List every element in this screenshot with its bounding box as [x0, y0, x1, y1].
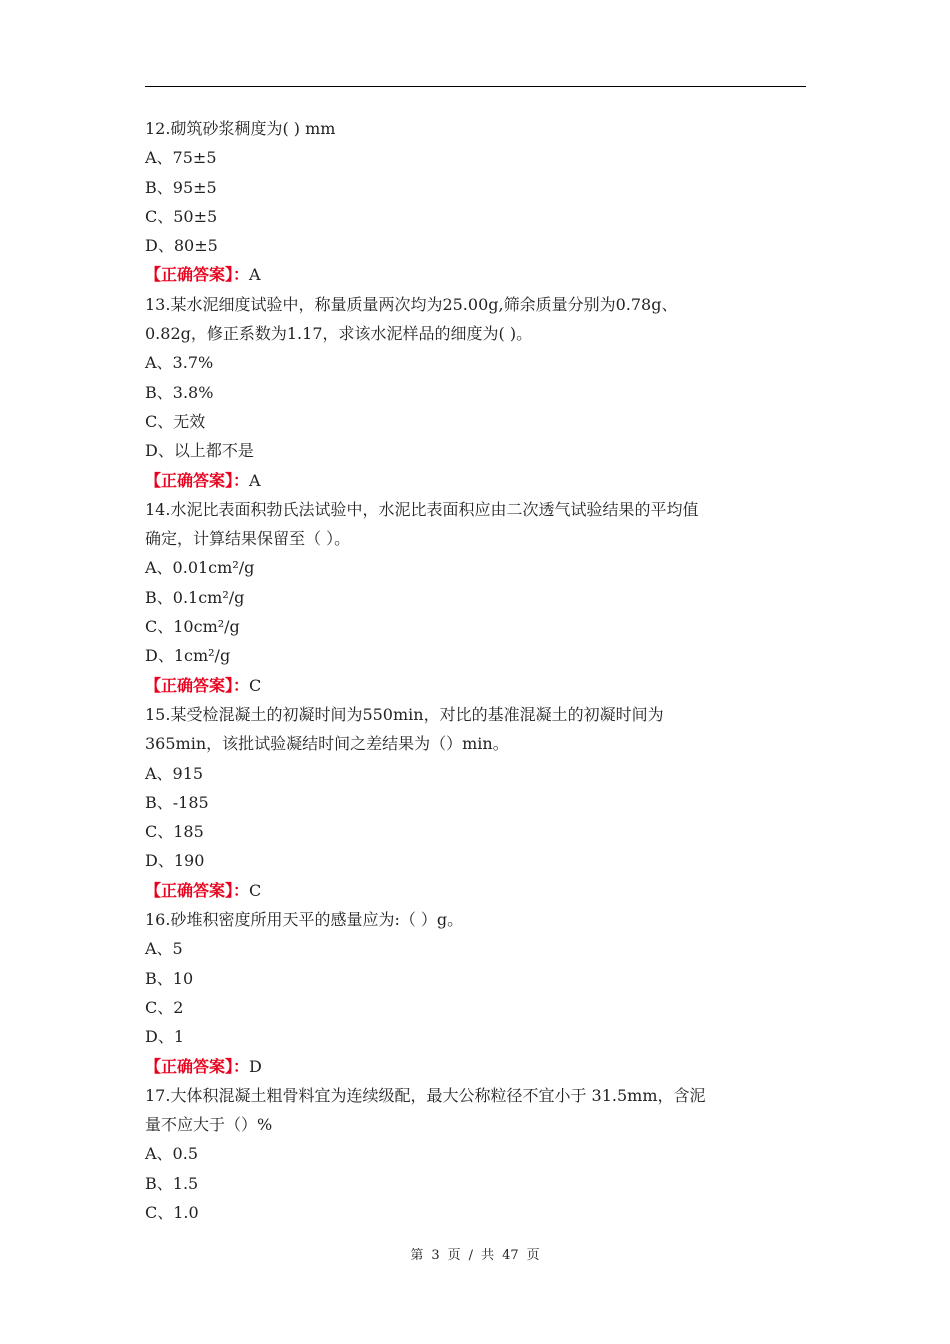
question-block: [145, 290, 810, 495]
header-rule: [145, 86, 806, 87]
answer-option: B、3.8%: [145, 382, 214, 402]
question-block: [145, 1081, 810, 1227]
correct-answer-value: C: [249, 675, 262, 695]
footer-total-pages: 47: [502, 1248, 519, 1263]
question-list: [145, 114, 810, 1227]
footer-page-unit: 页: [447, 1248, 461, 1263]
answer-option: C、无效: [145, 411, 206, 431]
answer-option: A、75±5: [145, 148, 217, 168]
question-stem-line: 0.82g，修正系数为1.17，求该水泥样品的细度为( )。: [145, 324, 533, 344]
answer-option: C、185: [145, 822, 204, 842]
answer-option: C、10cm²/g: [145, 617, 240, 637]
answer-option: B、0.1cm²/g: [145, 587, 245, 607]
answer-option: C、1.0: [145, 1202, 199, 1222]
footer-separator: /: [468, 1248, 474, 1263]
question-stem-line: 14.水泥比表面积勃氏法试验中，水泥比表面积应由二次透气试验结果的平均值: [145, 499, 699, 519]
correct-answer: [145, 466, 810, 495]
answer-option: D、1cm²/g: [145, 646, 231, 666]
answer-option: C、50±5: [145, 206, 218, 226]
question-stem-line: 12.砌筑砂浆稠度为( ) mm: [145, 119, 336, 138]
correct-answer-value: A: [249, 265, 261, 285]
correct-answer-value: D: [249, 1056, 262, 1076]
question-stem-line: 16.砂堆积密度所用天平的感量应为:（ ）g。: [145, 910, 464, 930]
footer-total-prefix: 共: [481, 1248, 495, 1263]
answer-option: B、1.5: [145, 1173, 199, 1193]
correct-answer-value: C: [249, 880, 262, 900]
question-stem-line: 365min，该批试验凝结时间之差结果为（）min。: [145, 734, 509, 754]
correct-answer-label: 【正确答案】：: [145, 675, 250, 695]
answer-option: A、915: [145, 763, 204, 783]
footer-prefix: 第: [410, 1248, 424, 1263]
correct-answer-label: 【正确答案】：: [145, 880, 250, 900]
question-stem-line: 量不应大于（）%: [145, 1115, 273, 1135]
question-block: [145, 700, 810, 905]
footer-page-number: 3: [431, 1248, 440, 1263]
question-stem-line: 确定，计算结果保留至（ ）。: [145, 529, 351, 549]
footer-total-unit: 页: [526, 1248, 540, 1263]
answer-option: A、5: [145, 939, 183, 959]
page-footer: [0, 1244, 950, 1263]
question-stem-line: 15.某受检混凝土的初凝时间为550min，对比的基准混凝土的初凝时间为: [145, 704, 664, 724]
question-block: [145, 905, 810, 1081]
correct-answer-value: A: [249, 470, 261, 490]
answer-option: D、以上都不是: [145, 441, 254, 461]
answer-option: A、0.01cm²/g: [145, 558, 255, 578]
answer-option: B、95±5: [145, 177, 217, 197]
answer-option: D、1: [145, 1027, 185, 1047]
correct-answer: [145, 876, 810, 905]
answer-option: D、80±5: [145, 236, 218, 256]
question-stem-line: 17.大体积混凝土粗骨料宜为连续级配，最大公称粒径不宜小于 31.5mm，含泥: [145, 1085, 706, 1105]
answer-option: A、3.7%: [145, 353, 214, 373]
correct-answer: [145, 1052, 810, 1081]
answer-option: B、-185: [145, 792, 209, 812]
correct-answer: [145, 260, 810, 289]
question-block: [145, 114, 810, 290]
answer-option: C、2: [145, 997, 184, 1017]
correct-answer-label: 【正确答案】：: [145, 1056, 250, 1076]
correct-answer-label: 【正确答案】：: [145, 265, 250, 285]
answer-option: D、190: [145, 851, 205, 871]
answer-option: A、0.5: [145, 1144, 199, 1164]
question-block: [145, 495, 810, 700]
correct-answer-label: 【正确答案】：: [145, 470, 250, 490]
correct-answer: [145, 671, 810, 700]
question-stem-line: 13.某水泥细度试验中，称量质量两次均为25.00g,筛余质量分别为0.78g、: [145, 294, 678, 314]
answer-option: B、10: [145, 968, 194, 988]
